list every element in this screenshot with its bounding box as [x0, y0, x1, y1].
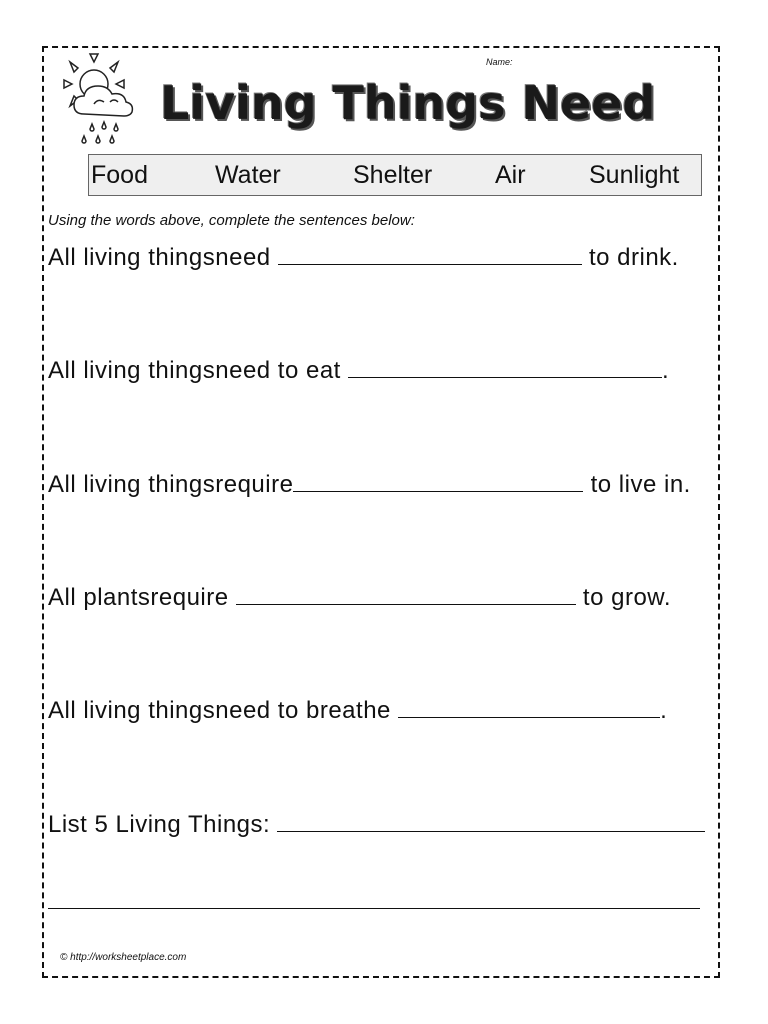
answer-blank[interactable] — [398, 697, 660, 718]
sentence-text: to grow. — [575, 584, 671, 611]
sentence-text: All living thingsneed — [48, 244, 278, 271]
sun-cloud-rain-icon — [54, 52, 150, 144]
list-prompt-row — [48, 811, 705, 839]
answer-blank[interactable] — [236, 584, 576, 605]
worksheet-title: Living Things Need — [160, 76, 656, 130]
instructions: Using the words above, complete the sentences below: — [48, 212, 415, 229]
answer-blank[interactable] — [293, 471, 583, 492]
list-prompt: List 5 Living Things: — [48, 811, 271, 838]
word-bank-item: Food — [91, 161, 148, 189]
sentence-text: All living thingsrequire — [48, 471, 294, 498]
word-bank — [88, 154, 702, 196]
sentence-text: All living thingsneed to eat — [48, 357, 349, 384]
sentence-text: . — [660, 697, 668, 724]
word-bank-item: Air — [495, 161, 526, 189]
word-bank-item: Shelter — [353, 161, 433, 189]
answer-blank[interactable] — [278, 244, 582, 265]
sentence-eat — [48, 357, 669, 385]
answer-line[interactable] — [48, 908, 700, 909]
footer-credit: © http://worksheetplace.com — [60, 952, 187, 963]
sentence-text: to live in. — [583, 471, 691, 498]
name-label: Name: — [486, 57, 513, 67]
answer-blank[interactable] — [277, 811, 705, 832]
sentence-text: All plantsrequire — [48, 584, 236, 611]
sentence-text: All living thingsneed to breathe — [48, 697, 399, 724]
sentence-breathe — [48, 697, 667, 725]
answer-blank[interactable] — [348, 357, 662, 378]
sentence-grow — [48, 584, 671, 612]
sentence-text: . — [662, 357, 670, 384]
sentence-live-in — [48, 471, 691, 499]
sentence-text: to drink. — [581, 244, 679, 271]
sentence-drink — [48, 244, 679, 272]
word-bank-item: Water — [215, 161, 281, 189]
word-bank-item: Sunlight — [589, 161, 680, 189]
